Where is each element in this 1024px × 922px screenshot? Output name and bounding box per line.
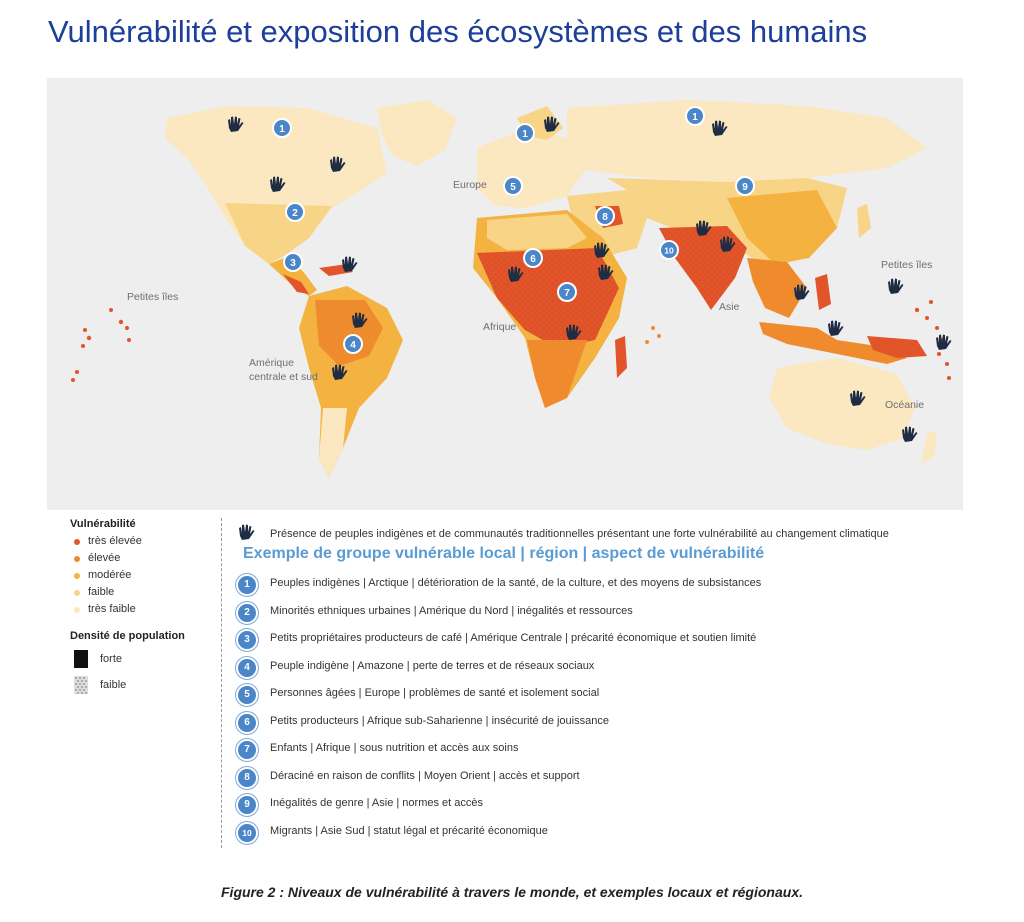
legend-item-moderee: modérée [70, 567, 220, 584]
example-number-badge: 8 [236, 767, 258, 789]
example-marker-7 [558, 283, 576, 301]
example-item [236, 765, 996, 793]
label-petites-iles-east: Petites îles [881, 259, 933, 271]
legend-item-tres-elevee: très élevée [70, 533, 220, 550]
example-item [236, 655, 996, 683]
example-marker-1-asia [686, 107, 704, 125]
legend-item-elevee: élevée [70, 550, 220, 567]
example-item [236, 737, 996, 765]
world-map [47, 78, 963, 510]
svg-text:4: 4 [350, 340, 356, 351]
example-number-badge: 10 [236, 822, 258, 844]
example-marker-6 [524, 249, 542, 267]
example-number-badge: 4 [236, 657, 258, 679]
example-item [236, 572, 996, 600]
figure-caption: Figure 2 : Niveaux de vulnérabilité à travers le monde, et exemples locaux et régionaux. [221, 884, 803, 900]
legend-density-faible: faible [70, 676, 220, 702]
svg-text:2: 2 [292, 208, 298, 219]
example-text: Peuples indigènes | Arctique | détérioration de la santé, de la culture, et des moyens de subsistances [270, 577, 762, 589]
hand-icon [236, 522, 256, 542]
label-afrique: Afrique [483, 321, 517, 333]
svg-text:10: 10 [664, 245, 674, 256]
example-text: Petits producteurs | Afrique sub-Saharienne | insécurité de jouissance [270, 714, 609, 727]
legend-item-faible: faible [70, 584, 220, 601]
example-number-badge: 9 [236, 794, 258, 816]
examples-list [236, 572, 996, 847]
example-item [236, 627, 996, 655]
svg-text:5: 5 [510, 182, 516, 193]
presence-text: Présence de peuples indigènes et de communautés traditionnelles présentant une forte vulnérabilité au changement climatique [270, 528, 889, 540]
example-number-badge: 6 [236, 712, 258, 734]
svg-text:1: 1 [522, 129, 528, 140]
example-marker-1-america [273, 119, 291, 137]
example-marker-4 [344, 335, 362, 353]
example-item [236, 682, 996, 710]
density-swatch-dotted [74, 676, 88, 694]
legend-vulnerability-title: Vulnérabilité [70, 518, 136, 530]
legend-divider [221, 518, 222, 848]
example-text: Personnes âgées | Europe | problèmes de santé et isolement social [270, 687, 600, 699]
example-marker-8 [596, 207, 614, 225]
svg-text:7: 7 [564, 288, 570, 299]
example-item [236, 710, 996, 738]
example-number-badge: 7 [236, 739, 258, 761]
example-text: Inégalités de genre | Asie | normes et accès [270, 797, 484, 809]
legend-swatch [74, 573, 80, 579]
density-swatch-solid [74, 650, 88, 668]
legend-swatch [74, 590, 80, 596]
legend-presence [236, 522, 976, 544]
label-petites-iles-west: Petites îles [127, 291, 179, 303]
example-marker-3 [284, 253, 302, 271]
example-number-badge: 1 [236, 574, 258, 596]
example-marker-9 [736, 177, 754, 195]
example-number-badge: 2 [236, 602, 258, 624]
legend-panel [70, 518, 220, 702]
svg-text:9: 9 [742, 182, 748, 193]
label-oceanie: Océanie [885, 399, 925, 411]
svg-text:3: 3 [290, 258, 296, 269]
example-marker-2 [286, 203, 304, 221]
example-marker-5 [504, 177, 522, 195]
legend-swatch [74, 539, 80, 545]
label-asie: Asie [719, 301, 740, 313]
example-text: Minorités ethniques urbaines | Amérique du Nord | inégalités et ressources [270, 604, 633, 617]
example-text: Peuple indigène | Amazone | perte de terres et de réseaux sociaux [270, 659, 595, 672]
legend-swatch [74, 607, 80, 613]
page-title: Vulnérabilité et exposition des écosystèmes et des humains [48, 14, 868, 49]
example-text: Petits propriétaires producteurs de café | Amérique Centrale | précarité économique et soutien limité [270, 632, 757, 644]
legend-density-forte: forte [70, 650, 220, 676]
example-item [236, 820, 996, 848]
legend-density-title: Densité de population [70, 630, 185, 642]
label-amerique-line2: centrale et sud [249, 371, 318, 383]
example-text: Enfants | Afrique | sous nutrition et accès aux soins [270, 742, 519, 754]
label-europe: Europe [453, 179, 487, 191]
label-amerique-line1: Amérique [249, 357, 294, 369]
examples-header: Exemple de groupe vulnérable local | région | aspect de vulnérabilité [243, 545, 765, 562]
example-marker-1-europe [516, 124, 534, 142]
legend-item-tres-faible: très faible [70, 601, 220, 618]
example-item [236, 792, 996, 820]
example-text: Déraciné en raison de conflits | Moyen Orient | accès et support [270, 769, 580, 782]
svg-text:8: 8 [602, 212, 608, 223]
example-marker-10 [660, 241, 678, 259]
legend-swatch [74, 556, 80, 562]
example-item [236, 600, 996, 628]
svg-text:1: 1 [692, 112, 698, 123]
example-number-badge: 5 [236, 684, 258, 706]
svg-text:1: 1 [279, 124, 285, 135]
example-number-badge: 3 [236, 629, 258, 651]
example-text: Migrants | Asie Sud | statut légal et précarité économique [270, 824, 548, 837]
svg-text:6: 6 [530, 254, 536, 265]
